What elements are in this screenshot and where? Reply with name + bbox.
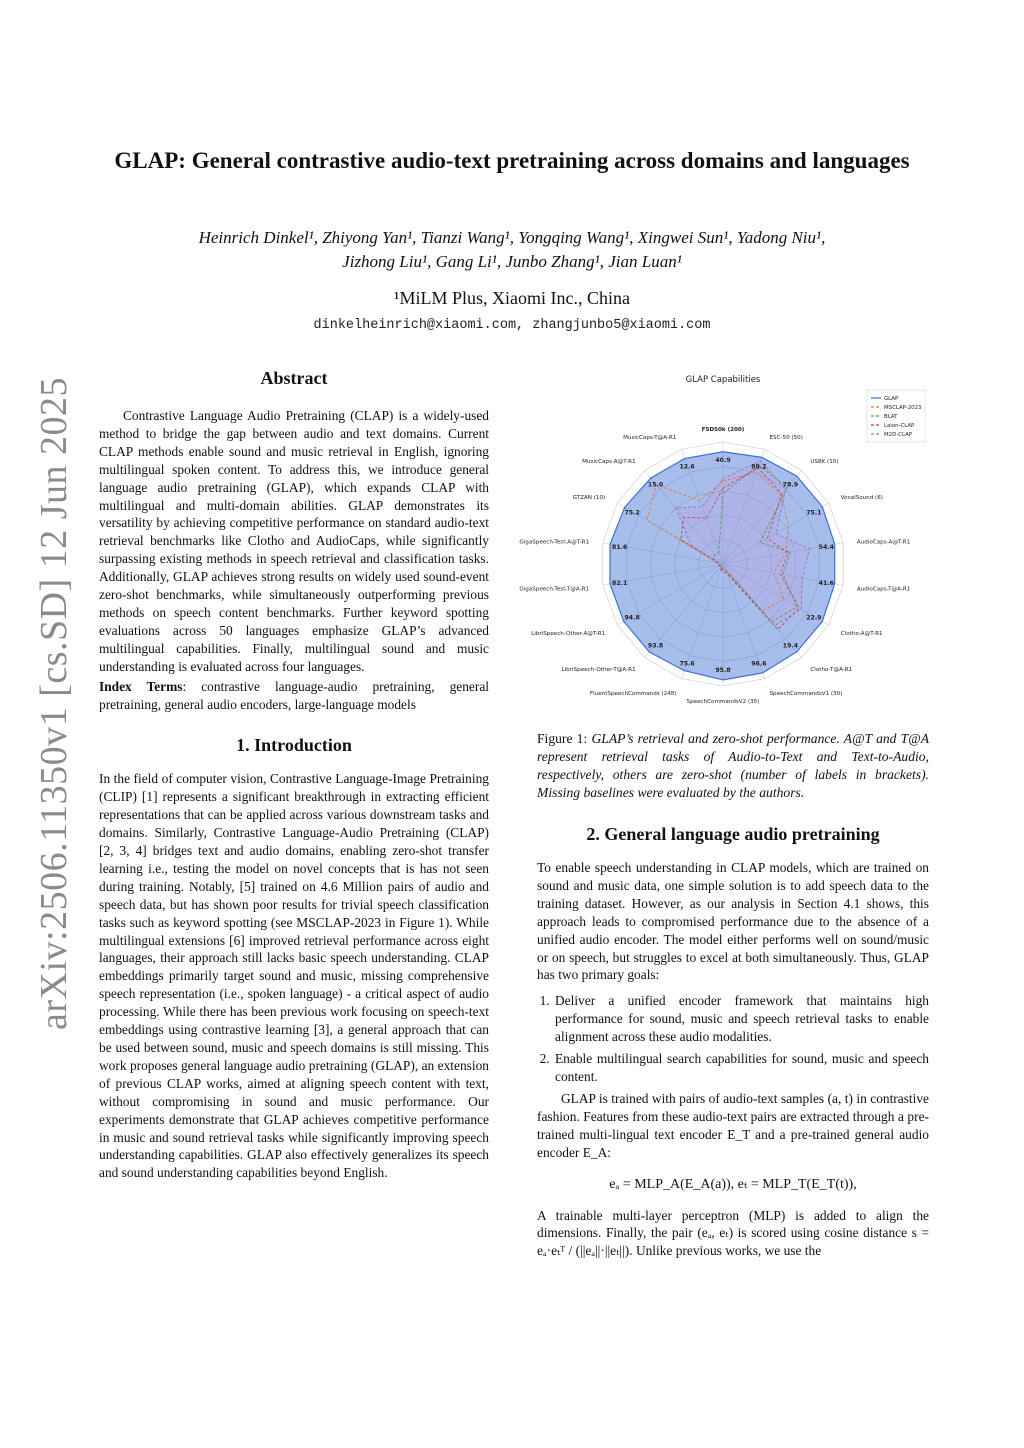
value-label: 19.4 [782,642,799,650]
value-label: 89.2 [751,463,767,471]
value-label: 96.6 [751,660,767,668]
intro-heading: 1. Introduction [236,735,352,756]
radar-chart [519,368,929,720]
legend-entry: M2D-CLAP [884,432,913,438]
axis-label: VocalSound (6) [840,495,883,501]
index-terms-label: Index Terms [99,678,183,694]
legend-entry: MSCLAP-2023 [884,405,922,411]
value-label: 78.9 [782,481,799,489]
value-label: 41.6 [818,580,834,588]
axis-label: GigaSpeech-Test-A@T-R1 [519,539,590,546]
section2-paragraph-2: GLAP is trained with pairs of audio-text samples (a, t) in contrastive fashion. Features from these audio-text pairs are extracted through a pre-trained multi-lingual text encoder E_T and a pre-trained general audio encoder E_A: [537,1090,929,1160]
equation-1: eₐ = MLP_A(E_A(a)), eₜ = MLP_T(E_T(t)), [609,1176,857,1192]
index-terms-text: : contrastive language-audio pretraining, general pretraining, general audio encoders, large-language models [99,678,489,712]
value-label: 75.2 [624,509,640,517]
author-emails: dinkelheinrich@xiaomi.com, zhangjunbo5@xiaomi.com [313,318,711,333]
legend-entry: Laion-CLAP [884,423,915,429]
value-label: 12.6 [679,463,695,471]
right-column [519,368,930,1260]
figure-caption [537,730,929,802]
section2-paragraph-1: To enable speech understanding in CLAP models, which are trained on sound and music data, one simple solution is to add speech data to the training dataset. However, as our analysis in Section 4.1 shows, this approach leads to compromised performance due to the absence of a unified audio encoder. The model either performs well on sound/music or on speech, but struggles to excel at both simultaneously. Thus, GLAP has two primary goals: [537,860,929,983]
intro-text: In the field of computer vision, Contrastive Language-Image Pretraining (CLIP) [1] represents a significant breakthrough in extracting efficient representations that can be applied across various downstream tasks and domains. Similarly, Contrastive Language-Audio Pretraining (CLAP) [2, 3, 4] bridges text and audio domains, enabling zero-shot transfer learning i.e., testing the model on novel concepts that is has not seen during training. Notably, [5] trained on 4.6 Million pairs of audio and speech data, but has shown poor results for trivial speech classification tasks such as keyword spotting (see MSCLAP-2023 in Figure 1). While multilingual extensions [6] improved retrieval performance across eight languages, their approach still lacks basic speech understanding. CLAP embeddings primarily target sound and music, missing comprehensive speech representation (i.e., spoken language) - a critical aspect of audio processing. While there has been previous work focusing on speech-text embeddings using contrastive learning [3], a general approach that can be used between sound, music and speech domains is still missing. This work proposes general language audio pretraining (GLAP), an extension of previous CLAP works, aimed at aligning speech content with text, without compromising in sound and music performance. Our experiments demonstrate that GLAP achieves competitive performance in music and sound retrieval tasks while significantly improving speech understanding capabilities. GLAP also effectively generalizes its speech and sound understanding capabilities beyond English. [99,771,489,1181]
value-label: 82.1 [612,580,628,588]
caption-text: GLAP’s retrieval and zero-shot performance. A@T and T@A represent retrieval tasks of Audio-to-Text and Text-to-Audio, respectively, others are zero-shot (number of labels in brackets). Missing baselines were evaluated by the authors. [537,731,930,800]
axis-label: AudioCaps-T@A-R1 [856,586,911,593]
axis-label: Clotho-A@T-R1 [840,631,883,637]
abstract-heading: Abstract [260,368,328,388]
axis-label: FluentSpeechCommands (248) [589,690,677,697]
author-list [110,226,914,274]
axis-label: ESC-50 (50) [769,435,803,442]
axis-label: Clotho-T@A-R1 [810,667,853,674]
arxiv-sidebar-id: arXiv:2506.11350v1 [cs.SD] 12 Jun 2025 [33,377,75,1030]
chart-title: GLAP Capabilities [685,375,761,385]
goals-list [537,992,929,1086]
value-label: 75.6 [679,660,695,668]
value-label: 81.6 [612,543,628,551]
value-label: 22.9 [806,614,822,622]
affiliation: ¹MiLM Plus, Xiaomi Inc., China [394,288,630,308]
axis-label: MusicCaps-A@T-R1 [582,458,636,465]
value-label: 15.0 [647,481,664,489]
section2-paragraph-3: A trainable multi-layer perceptron (MLP) is added to align the dimensions. Finally, the pair (eₐ, eₜ) is scored using cosine distance s = eₐ·eₜᵀ / (||eₐ||·||eₜ||). Unlike previous works, we use the [537,1207,929,1259]
goal-item-2: 2. Enable multilingual search capabilities for sound, music and speech content. [553,1050,929,1086]
axis-label: AudioCaps-A@T-R1 [856,539,911,546]
goal-item-1: 1. Deliver a unified encoder framework that maintains high performance for sound, music and speech retrieval tasks to enable alignment across these audio modalities. [553,992,929,1046]
figure-1 [519,368,929,720]
value-label: 40.9 [715,457,731,465]
paper-title: GLAP: General contrastive audio-text pretraining across domains and languages [114,148,910,173]
axis-label: MusicCaps-T@A-R1 [623,435,677,442]
section2-heading: 2. General language audio pretraining [586,824,880,844]
legend-entry: BLAT [884,414,898,420]
value-label: 93.8 [647,642,664,650]
caption-label: Figure 1: [537,731,588,746]
axis-label: US8K (10) [810,458,839,465]
left-column [99,368,489,1182]
axis-label: GigaSpeech-Test-T@A-R1 [519,586,590,593]
axis-label: SpeechCommandsV1 (30) [769,690,843,697]
value-label: 75.1 [806,509,822,517]
axis-label: LibriSpeech-Other-T@A-R1 [561,667,636,674]
legend-entry: GLAP [884,396,899,402]
abstract-text: Contrastive Language Audio Pretraining (CLAP) is a widely-used method to bridge the gap between audio and text domains. Current CLAP methods enable sound and music retrieval in English, ignoring multilingual spoken content. To address this, we introduce general language audio pretraining (GLAP), which expands CLAP with multilingual and multi-domain abilities. GLAP demonstrates its versatility by achieving competitive performance on standard audio-text retrieval benchmarks like Clotho and AudioCaps, while significantly surpassing existing methods in speech retrieval and classification tasks. Additionally, GLAP achieves strong results on widely used sound-event zero-shot benchmarks, while simultaneously outperforming previous methods on speech content benchmarks. Further keyword spotting evaluations across 50 languages emphasize GLAP’s advanced multilingual capabilities. Finally, multilingual sound and music understanding is evaluated across four languages. [99,408,489,674]
axis-label: FSD50k (200) [701,427,745,433]
index-terms [99,678,489,714]
value-label: 95.8 [715,666,731,674]
author-line-1: Heinrich Dinkel¹, Zhiyong Yan¹, Tianzi Wang¹, Yongqing Wang¹, Xingwei Sun¹, Yadong Niu¹, [198,228,826,247]
axis-label: SpeechCommandsV2 (35) [686,699,760,705]
author-line-2: Jizhong Liu¹, Gang Li¹, Junbo Zhang¹, Jian Luan¹ [342,252,682,271]
axis-label: LibriSpeech-Other-A@T-R1 [531,631,606,637]
value-label: 94.8 [624,614,640,622]
axis-label: GTZAN (10) [572,495,606,501]
value-label: 54.4 [818,543,834,551]
